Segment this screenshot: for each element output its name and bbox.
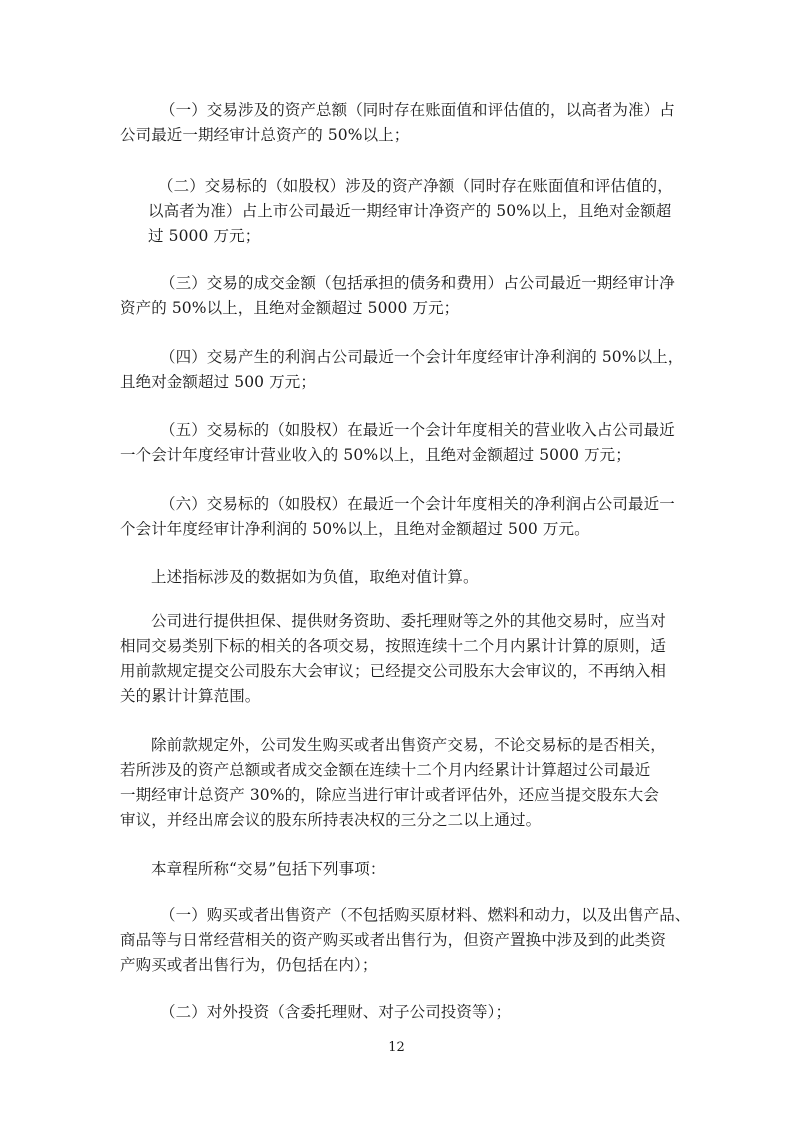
text-line: 过 5000 万元； bbox=[148, 227, 261, 245]
paragraph-asset-purchase-sale bbox=[120, 733, 666, 833]
paragraph-transaction-amount bbox=[120, 271, 675, 321]
text-line: （四）交易产生的利润占公司最近一个会计年度经审计净利润的 50%以上， bbox=[160, 348, 684, 366]
text-line: 关的累计计算范围。 bbox=[120, 687, 261, 705]
text-line: 一期经审计总资产 30%的，除应当进行审计或者评估外，还应当提交股东大会 bbox=[120, 786, 659, 804]
text-line: 资产的 50%以上，且绝对金额超过 5000 万元； bbox=[120, 299, 460, 317]
paragraph-negative-values bbox=[120, 565, 479, 590]
text-line: 用前款规定提交公司股东大会审议；已经提交公司股东大会审议的，不再纳入相 bbox=[120, 662, 667, 680]
paragraph-purchase-sale-item bbox=[120, 903, 690, 978]
text-line: （二）对外投资（含委托理财、对子公司投资等）； bbox=[160, 1003, 512, 1021]
text-line: （五）交易标的（如股权）在最近一个会计年度相关的营业收入占公司最近 bbox=[160, 421, 675, 439]
paragraph-asset-total bbox=[120, 98, 675, 148]
text-line: 且绝对金额超过 500 万元； bbox=[120, 373, 316, 391]
paragraph-profit bbox=[120, 345, 683, 395]
text-line: （二）交易标的（如股权）涉及的资产净额（同时存在账面值和评估值的， bbox=[158, 177, 673, 195]
text-line: 产购买或者出售行为，仍包括在内）； bbox=[120, 956, 378, 974]
text-line: （一）购买或者出售资产（不包括购买原材料、燃料和动力，以及出售产品、 bbox=[160, 906, 691, 924]
paragraph-cumulative-calculation bbox=[120, 609, 666, 709]
text-line: 相同交易类别下标的相关的各项交易，按照连续十二个月内累计计算的原则，适 bbox=[120, 637, 667, 655]
text-line: 审议，并经出席会议的股东所持表决权的三分之二以上通过。 bbox=[120, 811, 542, 829]
text-line: 一个会计年度经审计营业收入的 50%以上，且绝对金额超过 5000 万元； bbox=[120, 446, 631, 464]
paragraph-transaction-definition bbox=[120, 857, 385, 882]
paragraph-revenue bbox=[120, 418, 675, 468]
text-line: （六）交易标的（如股权）在最近一个会计年度相关的净利润占公司最近一 bbox=[160, 495, 675, 513]
paragraph-external-investment bbox=[120, 1000, 511, 1025]
paragraph-net-profit bbox=[120, 492, 675, 542]
text-line: 上述指标涉及的数据如为负值，取绝对值计算。 bbox=[151, 568, 479, 586]
text-line: 公司最近一期经审计总资产的 50%以上； bbox=[120, 126, 410, 144]
text-line: 若所涉及的资产总额或者成交金额在连续十二个月内经累计计算超过公司最近 bbox=[120, 761, 651, 779]
text-line: 商品等与日常经营相关的资产购买或者出售行为，但资产置换中涉及到的此类资 bbox=[120, 931, 667, 949]
text-line: 以高者为准）占上市公司最近一期经审计净资产的 50%以上，且绝对金额超 bbox=[148, 202, 672, 220]
text-line: 除前款规定外，公司发生购买或者出售资产交易，不论交易标的是否相关， bbox=[151, 736, 666, 754]
paragraph-net-assets bbox=[148, 174, 673, 249]
text-line: （三）交易的成交金额（包括承担的债务和费用）占公司最近一期经审计净 bbox=[160, 274, 675, 292]
text-line: （一）交易涉及的资产总额（同时存在账面值和评估值的，以高者为准）占 bbox=[160, 101, 675, 119]
text-line: 个会计年度经审计净利润的 50%以上，且绝对金额超过 500 万元。 bbox=[120, 520, 590, 538]
text-line: 公司进行提供担保、提供财务资助、委托理财等之外的其他交易时，应当对 bbox=[151, 612, 666, 630]
text-line: 本章程所称“交易”包括下列事项： bbox=[151, 860, 386, 878]
page-number: 12 bbox=[388, 1040, 405, 1055]
